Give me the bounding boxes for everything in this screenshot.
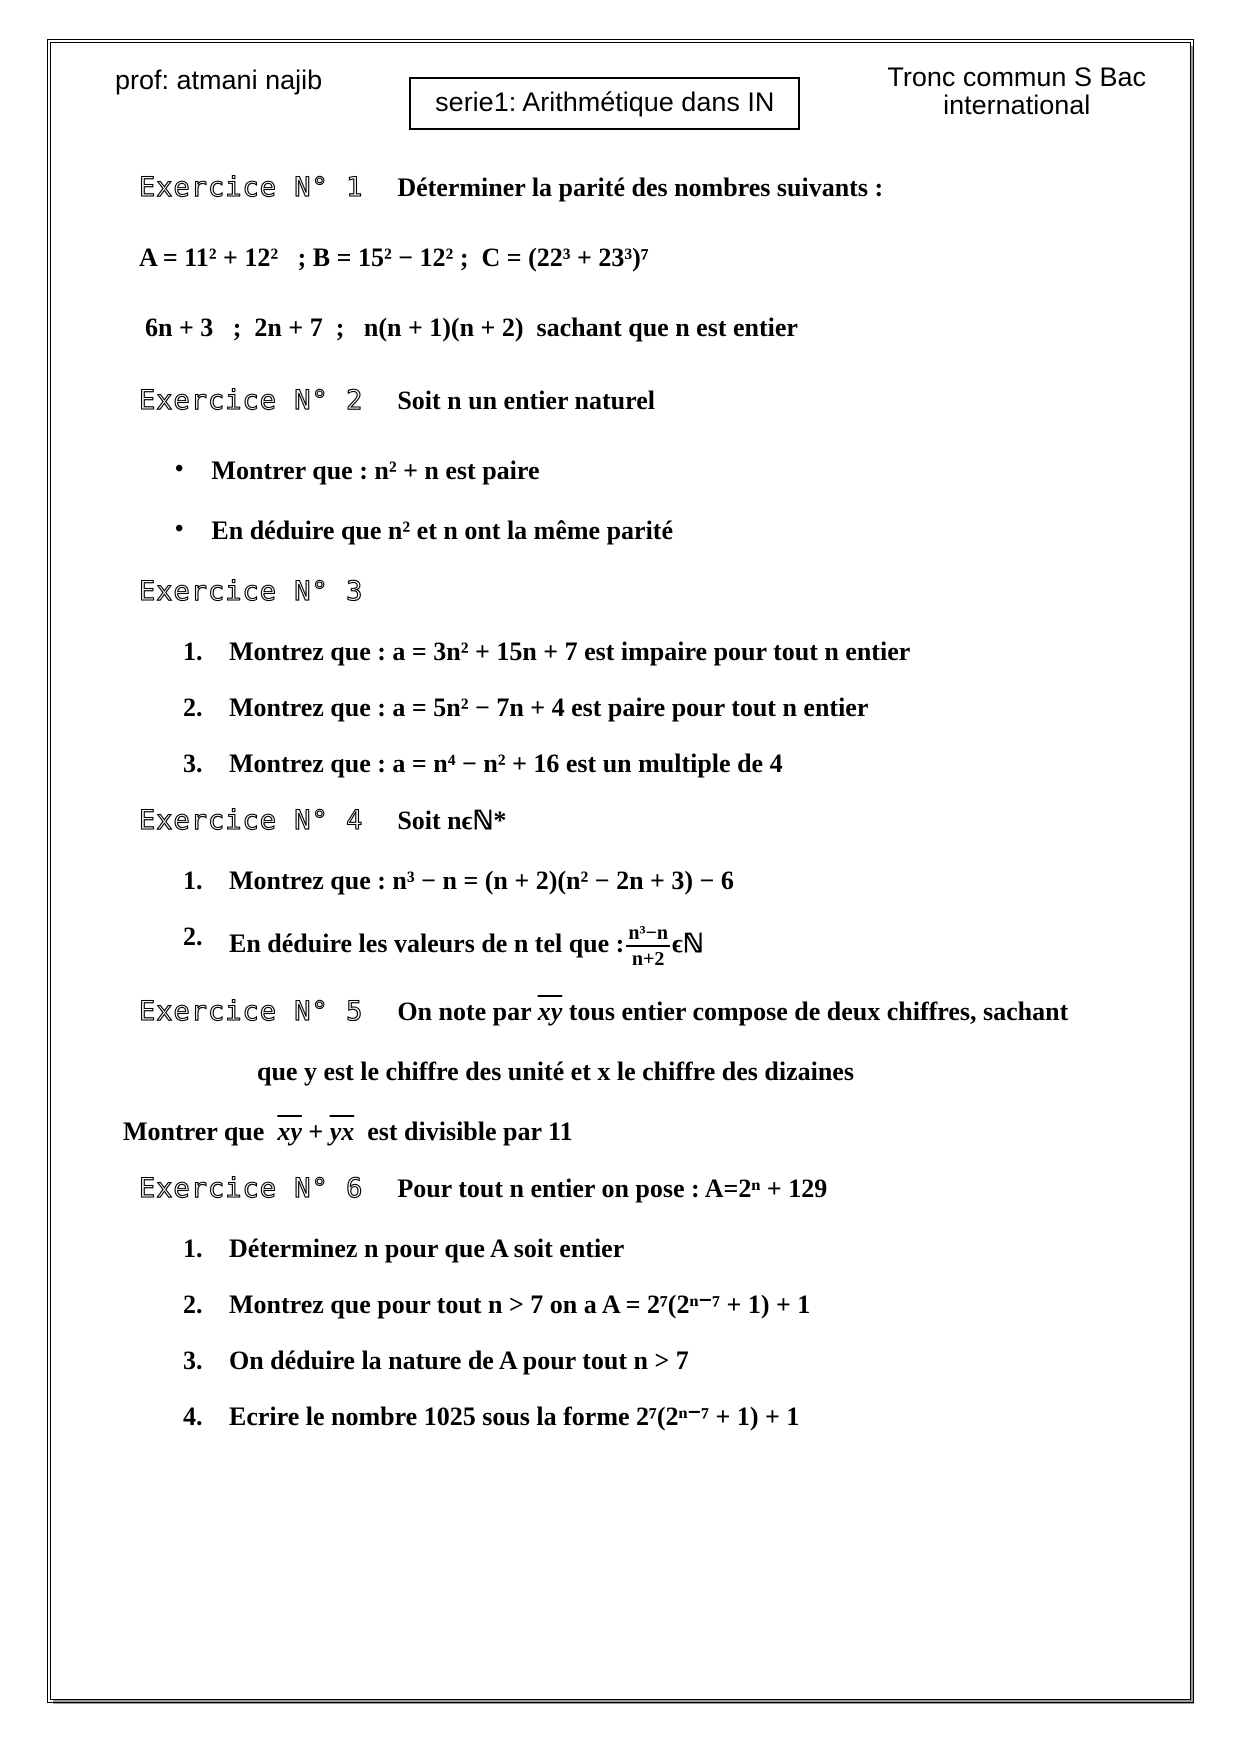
item-number: 3. (183, 749, 203, 778)
item-number: 1. (183, 1234, 203, 1263)
exercise-6-item-4 (183, 1402, 1142, 1432)
exercise-2-intro: Soit n un entier naturel (397, 386, 655, 415)
exercise-1-formula-line-1: A = 11² + 12² ; B = 15² − 12² ; C = (22³ + 23³)⁷ (139, 243, 649, 272)
exercise-4-intro: Soit nϵℕ* (397, 806, 507, 835)
exercise-5-line-2: que y est le chiffre des unité et x le chiffre des dizaines (257, 1057, 854, 1086)
item-text: Montrez que : a = 5n² − 7n + 4 est paire pour tout n entier (229, 693, 869, 722)
exercise-5-intro (397, 997, 1068, 1027)
exercise-6-label: Exercice N° 6 (139, 1173, 364, 1204)
exercise-1-intro: Déterminer la parité des nombres suivants : (397, 173, 884, 202)
fraction (626, 922, 670, 970)
item-number: 3. (183, 1346, 203, 1375)
fraction-numerator: n³−n (626, 922, 670, 947)
exercise-6-item-1 (183, 1234, 1142, 1264)
overline-xy: $\overline{xy}$ (537, 997, 563, 1026)
item-text: Ecrire le nombre 1025 sous la forme 2⁷(2ⁿ⁻⁷ + 1) + 1 (229, 1402, 800, 1431)
exercise-1-label: Exercice N° 1 (139, 172, 364, 203)
bullet-text: En déduire que n² et n ont la même parité (211, 516, 673, 545)
item-text: Déterminez n pour que A soit entier (229, 1234, 625, 1263)
item-number: 2. (183, 922, 203, 951)
line-text-pre: Montrer que (123, 1117, 278, 1146)
intro-text-post: tous entier compose de deux chiffres, sachant (562, 997, 1069, 1026)
item-number: 1. (183, 866, 203, 895)
exercise-5-line-3 (123, 1117, 1142, 1147)
exercise-4-heading (139, 805, 1142, 836)
item-text-suffix: ϵℕ (671, 928, 704, 958)
overline-xy: $\overline{xy}$ (277, 1117, 302, 1146)
exercise-6-item-3 (183, 1346, 1142, 1376)
item-text-prefix: En déduire les valeurs de n tel que : (229, 928, 625, 958)
exercise-5-label: Exercice N° 5 (139, 996, 364, 1027)
exercise-4-item-2 (183, 922, 1142, 970)
item-number: 2. (183, 693, 203, 722)
level-line-1: Tronc commun S Bac (887, 62, 1146, 92)
fraction-denominator: n+2 (631, 948, 665, 970)
level-text (887, 59, 1146, 120)
exercise-4-label: Exercice N° 4 (139, 805, 364, 836)
item-text: Montrez que : n³ − n = (n + 2)(n² − 2n + 3) − 6 (229, 866, 734, 895)
exercise-2-heading (139, 385, 1142, 416)
item-text (229, 922, 704, 970)
exercise-2-bullet-2 (175, 516, 1142, 546)
exercise-3-item-2 (183, 693, 1142, 723)
exercise-6-intro: Pour tout n entier on pose : A=2ⁿ + 129 (397, 1174, 828, 1203)
overline-yx: $\overline{yx}$ (329, 1117, 355, 1146)
exercise-2-label: Exercice N° 2 (139, 385, 364, 416)
item-text: Montrez que pour tout n > 7 on a A = 2⁷(2ⁿ⁻⁷ + 1) + 1 (229, 1290, 811, 1319)
exercise-1-heading (139, 172, 1142, 203)
bullet-icon: • (175, 456, 184, 482)
item-text: On déduire la nature de A pour tout n > 7 (229, 1346, 689, 1375)
line-text-post: est divisible par 11 (354, 1117, 573, 1146)
item-number: 1. (183, 637, 203, 666)
exercise-6-item-2 (183, 1290, 1142, 1320)
bullet-icon: • (175, 516, 184, 542)
series-title-box (409, 77, 800, 130)
series-title: serie1: Arithmétique dans IN (435, 87, 775, 117)
exercise-3-heading (139, 576, 1142, 607)
item-text: Montrez que : a = 3n² + 15n + 7 est impaire pour tout n entier (229, 637, 911, 666)
exercise-1-formula-line-2: 6n + 3 ; 2n + 7 ; n(n + 1)(n + 2) sachant que n est entier (145, 313, 798, 342)
exercise-3-item-3 (183, 749, 1142, 779)
exercise-2-bullet-1 (175, 456, 1142, 486)
exercise-3-label: Exercice N° 3 (139, 576, 364, 607)
level-line-2: international (943, 90, 1091, 121)
exercise-6-heading (139, 1173, 1142, 1204)
line-text-mid: + (301, 1117, 330, 1146)
intro-text-pre: On note par (397, 997, 538, 1026)
item-text: Montrez que : a = n⁴ − n² + 16 est un multiple de 4 (229, 749, 783, 778)
document-page (50, 42, 1191, 1700)
bullet-text: Montrer que : n² + n est paire (211, 456, 540, 485)
exercise-5-heading (139, 996, 1142, 1027)
professor-name: prof: atmani najib (115, 65, 323, 95)
document-header (115, 59, 1146, 130)
exercise-4-item-1 (183, 866, 1142, 896)
item-number: 4. (183, 1402, 203, 1431)
item-number: 2. (183, 1290, 203, 1319)
exercise-3-item-1 (183, 637, 1142, 667)
